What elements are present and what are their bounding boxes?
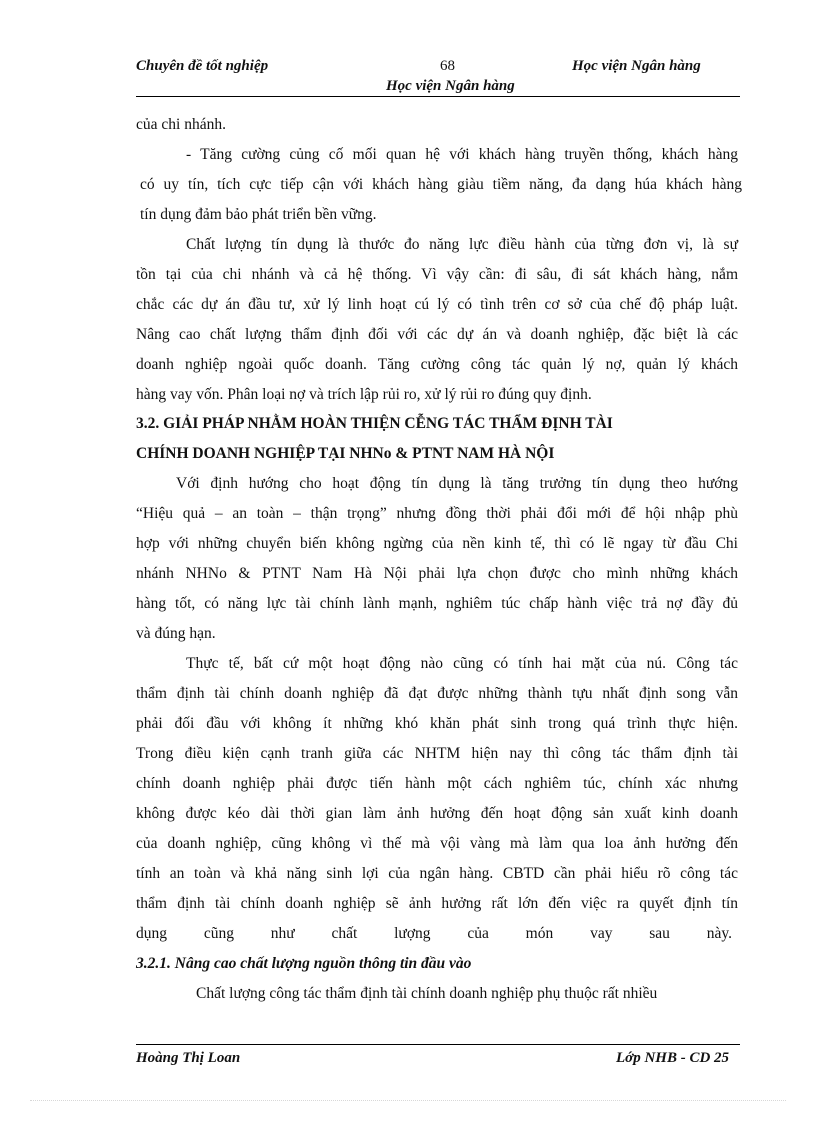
page-bottom-border xyxy=(30,1100,786,1101)
body-line: của doanh nghiệp, cũng không vì thế mà vội vàng mà làm qua loa ảnh hưởng đến xyxy=(136,835,738,852)
body-line: chắc các dự án đầu tư, xử lý linh hoạt cú lý có tình trên cơ sở của chế độ pháp luật. xyxy=(136,296,738,313)
body-line: không được kéo dài thời gian làm ảnh hưởng đến hoạt động sản xuất kinh doanh xyxy=(136,805,738,822)
footer-rule xyxy=(136,1044,740,1045)
body-line: hàng tốt, có năng lực tài chính lành mạnh, nghiêm túc chấp hành việc trả nợ đầy đủ xyxy=(136,595,738,612)
body-line: - Tăng cường củng cố mối quan hệ với khách hàng truyền thống, khách hàng xyxy=(186,146,738,163)
body-line: của chi nhánh. xyxy=(136,116,226,133)
body-line: hàng vay vốn. Phân loại nợ và trích lập rủi ro, xử lý rủi ro đúng quy định. xyxy=(136,386,592,403)
body-line: tín dụng đảm bảo phát triển bền vững. xyxy=(140,206,377,223)
body-line: phải đối đầu với không ít những khó khăn phát sinh trong quá trình thực hiện. xyxy=(136,715,738,732)
body-line: Nâng cao chất lượng thẩm định đối với các dự án và doanh nghiệp, đặc biệt là các xyxy=(136,326,738,343)
page-number: 68 xyxy=(440,58,455,74)
body-line: và đúng hạn. xyxy=(136,625,216,642)
body-line: doanh nghiệp ngoài quốc doanh. Tăng cường công tác quản lý nợ, quản lý khách xyxy=(136,356,738,373)
body-line: có uy tín, tích cực tiếp cận với khách hàng giàu tiềm năng, đa dạng húa khách hàng xyxy=(140,176,742,193)
subsection-heading: 3.2.1. Nâng cao chất lượng nguồn thông tin đầu vào xyxy=(136,955,472,972)
body-line: thẩm định tài chính doanh nghiệp sẽ ảnh hưởng rất lớn đến việc ra quyết định tín xyxy=(136,895,738,912)
header-left-title: Chuyên đề tốt nghiệp xyxy=(136,58,269,74)
body-line: tồn tại của chi nhánh và cả hệ thống. Vì vậy cần: đi sâu, đi sát khách hàng, nắm xyxy=(136,266,738,283)
body-line: dụng cũng như chất lượng của món vay sau này. xyxy=(136,925,732,942)
footer-author: Hoàng Thị Loan xyxy=(136,1050,241,1066)
header-rule xyxy=(136,96,740,97)
body-line: Với định hướng cho hoạt động tín dụng là tăng trưởng tín dụng theo hướng xyxy=(176,475,738,492)
body-line: Trong điều kiện cạnh tranh giữa các NHTM hiện nay thì công tác thẩm định tài xyxy=(136,745,738,762)
body-line: thẩm định tài chính doanh nghiệp đã đạt được những thành tựu nhất định song vẫn xyxy=(136,685,738,702)
body-line: hợp với những chuyển biến không ngừng của nền kinh tế, thì có lẽ ngay từ đầu Chi xyxy=(136,535,738,552)
body-line: nhánh NHNo & PTNT Nam Hà Nội phải lựa chọn được cho mình những khách xyxy=(136,565,738,582)
section-heading: CHÍNH DOANH NGHIỆP TẠI NHNo & PTNT NAM HÀ NỘI xyxy=(136,445,555,462)
footer-class: Lớp NHB - CD 25 xyxy=(616,1050,730,1066)
header-subtitle: Học viện Ngân hàng xyxy=(386,78,515,94)
header-right-title: Học viện Ngân hàng xyxy=(572,58,701,74)
body-line: Thực tế, bất cứ một hoạt động nào cũng có tính hai mặt của nú. Công tác xyxy=(186,655,738,672)
body-line: chính doanh nghiệp phải được tiến hành một cách nghiêm túc, chính xác nhưng xyxy=(136,775,738,792)
body-line: Chất lượng tín dụng là thước đo năng lực điều hành của từng đơn vị, là sự xyxy=(186,236,738,253)
body-line: tính an toàn và khả năng sinh lợi của ngân hàng. CBTD cần phải hiểu rõ công tác xyxy=(136,865,738,882)
section-heading: 3.2. GIẢI PHÁP NHẰM HOÀN THIỆN CỄNG TÁC THẨM ĐỊNH TÀI xyxy=(136,415,613,432)
body-line: Chất lượng công tác thẩm định tài chính doanh nghiệp phụ thuộc rất nhiều xyxy=(196,985,658,1002)
body-line: “Hiệu quả – an toàn – thận trọng” nhưng đồng thời phải đổi mới để hội nhập phù xyxy=(136,505,738,522)
